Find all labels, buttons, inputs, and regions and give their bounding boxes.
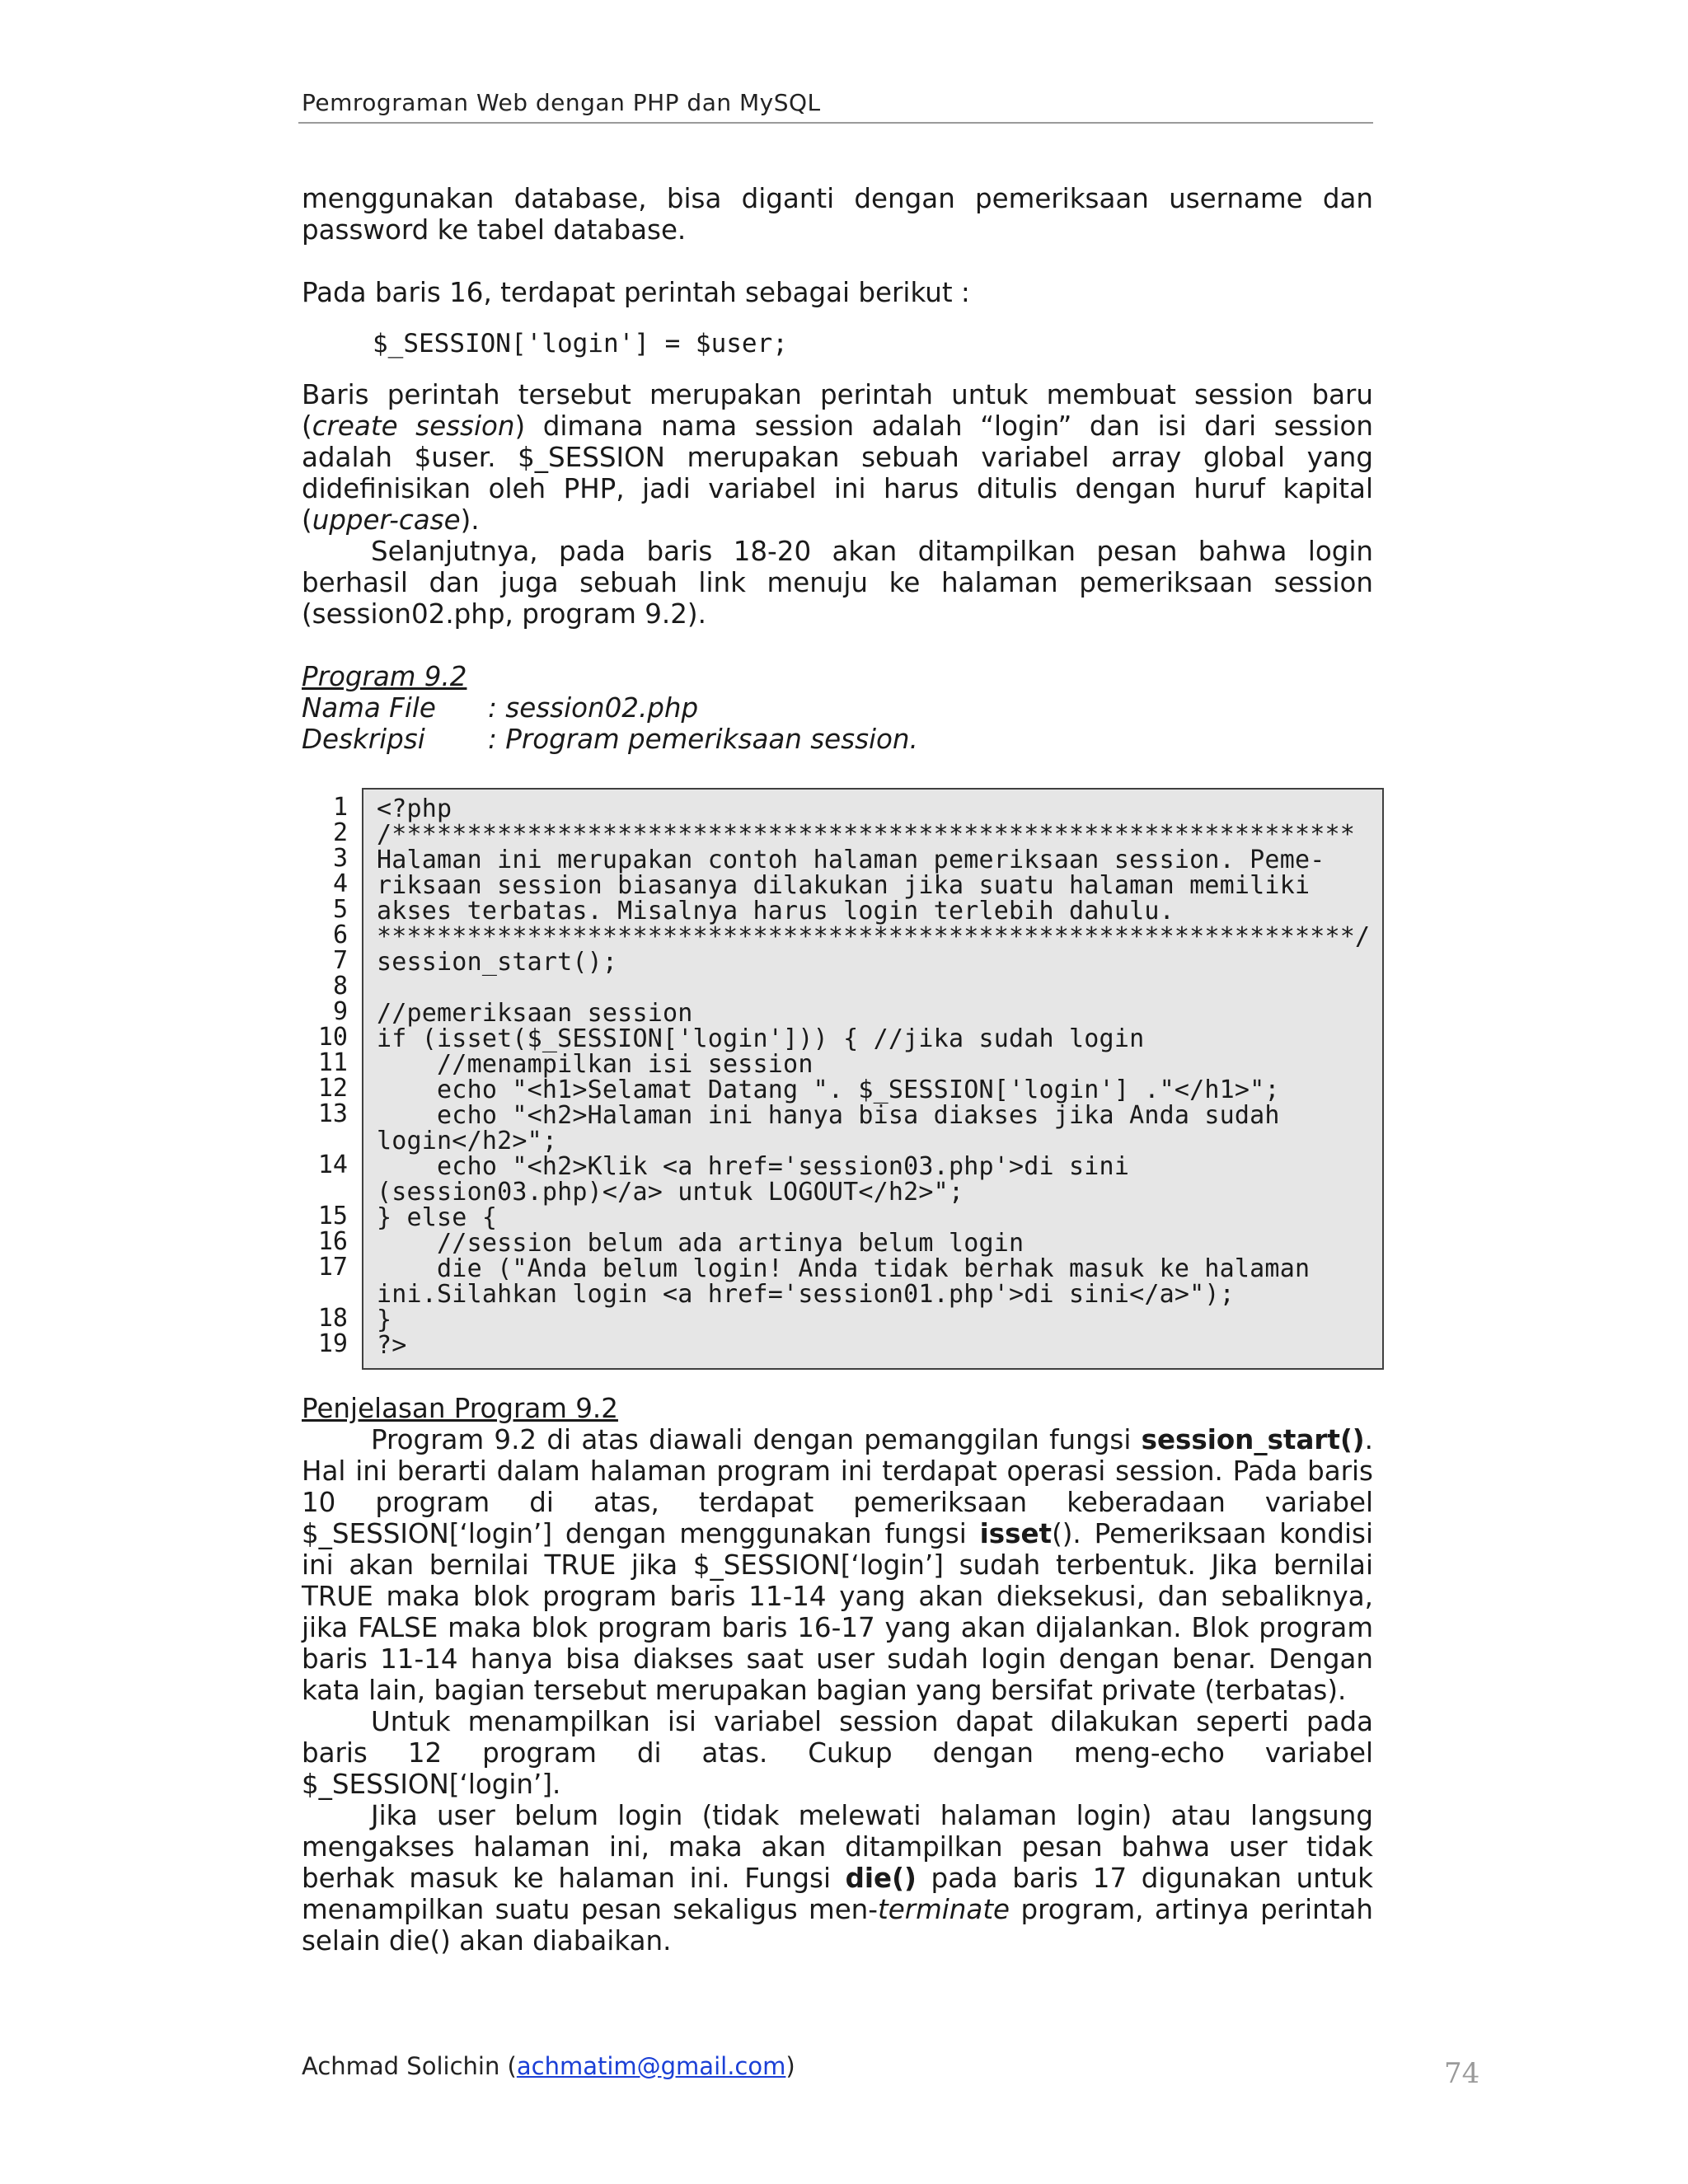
- file-label: Nama File: [302, 692, 436, 724]
- line-number: 11: [317, 1048, 348, 1077]
- code-line: } else {: [377, 1203, 498, 1232]
- line-number: 16: [317, 1227, 348, 1256]
- file-value: : session02.php: [488, 692, 699, 724]
- code-line: [377, 975, 1382, 1001]
- line-number: 3: [332, 844, 348, 873]
- code-line: Halaman ini merupakan contoh halaman pemeriksaan session. Peme-: [377, 846, 1325, 874]
- line-number: 14: [317, 1151, 348, 1179]
- code-line: die ("Anda belum login! Anda tidak berhak masuk ke halaman: [377, 1254, 1311, 1283]
- code-line: /****************************************************************: [377, 820, 1355, 849]
- line-number: 12: [317, 1074, 348, 1103]
- code-line: //pemeriksaan session: [377, 999, 693, 1028]
- intro-paragraph-3: Baris perintah tersebut merupakan perintah untuk membuat session baru (create session) dimana nama session adalah “login” dan isi dari session adalah $user. $_SESSION merupakan sebuah variabel array global yang didefinisikan oleh PHP, jadi variabel ini harus ditulis dengan huruf kapital (upper-case).: [302, 379, 1374, 536]
- intro-paragraph-1: menggunakan database, bisa diganti dengan pemeriksaan username dan password ke tabel database.: [302, 183, 1373, 246]
- code-line: riksaan session biasanya dilakukan jika suatu halaman memiliki: [377, 871, 1311, 900]
- page-number: 74: [1444, 2057, 1480, 2090]
- line-number-gutter: [302, 788, 348, 1357]
- line-number: 18: [317, 1304, 348, 1333]
- line-number: 2: [332, 818, 348, 847]
- program-description-row: [302, 724, 1373, 755]
- author-email-link[interactable]: achmatim@gmail.com: [516, 2052, 786, 2080]
- running-header: Pemrograman Web dengan PHP dan MySQL: [302, 89, 821, 116]
- code-line: if (isset($_SESSION['login'])) { //jika sudah login: [377, 1024, 1145, 1053]
- description-value: : Program pemeriksaan session.: [488, 724, 918, 755]
- code-line: akses terbatas. Misalnya harus login terlebih dahulu.: [377, 897, 1175, 926]
- line-number: [302, 1178, 348, 1203]
- line-number: [302, 1280, 348, 1305]
- code-line: echo "<h1>Selamat Datang ". $_SESSION['login'] ."</h1>";: [377, 1076, 1280, 1104]
- line-number: 19: [317, 1329, 348, 1358]
- explanation-paragraph-2: Untuk menampilkan isi variabel session dapat dilakukan seperti pada baris 12 program di atas. Cukup dengan meng-echo variabel $_SESSION[‘login’].: [302, 1706, 1373, 1800]
- explanation-paragraph-3: Jika user belum login (tidak melewati halaman login) atau langsung mengakses halaman ini, maka akan ditampilkan pesan bahwa user tidak berhak masuk ke halaman ini. Fungsi die() pada baris 17 digunakan untuk menampilkan suatu pesan sekaligus men-terminate program, artinya perintah selain die() akan diabaikan.: [302, 1800, 1373, 1957]
- line-number: [302, 1127, 348, 1152]
- code-line: ?>: [377, 1331, 407, 1360]
- program-file-row: [302, 692, 1373, 724]
- explanation-title: Penjelasan Program 9.2: [302, 1393, 618, 1424]
- code-line: echo "<h2>Halaman ini hanya bisa diakses jika Anda sudah: [377, 1101, 1280, 1130]
- code-line: //session belum ada artinya belum login: [377, 1229, 1025, 1258]
- line-number: 13: [317, 1099, 348, 1128]
- code-line: //menampilkan isi session: [377, 1050, 814, 1079]
- line-number: 7: [332, 946, 348, 975]
- code-line: session_start();: [377, 948, 618, 977]
- code-line: }: [377, 1305, 392, 1334]
- code-line: ini.Silahkan login <a href='session01.php'>di sini</a>");: [377, 1280, 1235, 1309]
- line-number: 9: [332, 997, 348, 1026]
- header-rule: [298, 122, 1373, 124]
- line-number: 1: [332, 793, 348, 822]
- main-content: [302, 183, 1373, 1957]
- code-line: *****************************************************************/: [377, 922, 1371, 951]
- line-number: 6: [332, 921, 348, 949]
- code-box: [362, 788, 1384, 1370]
- line-number: 5: [332, 895, 348, 924]
- intro-paragraph-2: Pada baris 16, terdapat perintah sebagai berikut :: [302, 277, 970, 308]
- intro-paragraph-4: Selanjutnya, pada baris 18-20 akan ditampilkan pesan bahwa login berhasil dan juga sebuah link menuju ke halaman pemeriksaan session (session02.php, program 9.2).: [302, 536, 1373, 630]
- line-number: 8: [332, 972, 348, 1001]
- line-number: 4: [332, 869, 348, 898]
- program-title: Program 9.2: [302, 661, 467, 692]
- code-line: (session03.php)</a> untuk LOGOUT</h2>";: [377, 1178, 964, 1207]
- line-number: 15: [317, 1202, 348, 1230]
- explanation-paragraph-1: Program 9.2 di atas diawali dengan pemanggilan fungsi session_start(). Hal ini berarti dalam halaman program ini terdapat operasi session. Pada baris 10 program di atas, terdapat pemeriksaan keberadaan variabel $_SESSION[‘login’] dengan menggunakan fungsi isset(). Pemeriksaan kondisi ini akan bernilai TRUE jika $_SESSION[‘login’] sudah terbentuk. Jika bernilai TRUE maka blok program baris 11-14 yang akan dieksekusi, dan sebaliknya, jika FALSE maka blok program baris 16-17 yang akan dijalankan. Blok program baris 11-14 hanya bisa diakses saat user sudah login dengan benar. Dengan kata lain, bagian tersebut merupakan bagian yang bersifat private (terbatas).: [302, 1424, 1373, 1706]
- code-line: <?php: [377, 794, 452, 823]
- code-line: login</h2>";: [377, 1127, 558, 1155]
- session-code-snippet: $_SESSION['login'] = $user;: [373, 329, 788, 359]
- line-number: 17: [317, 1253, 348, 1282]
- code-listing: [302, 788, 1373, 1373]
- line-number: 10: [317, 1023, 348, 1052]
- footer-author: Achmad Solichin (achmatim@gmail.com): [302, 2052, 795, 2080]
- description-label: Deskripsi: [302, 724, 425, 755]
- code-line: echo "<h2>Klik <a href='session03.php'>di sini: [377, 1152, 1130, 1181]
